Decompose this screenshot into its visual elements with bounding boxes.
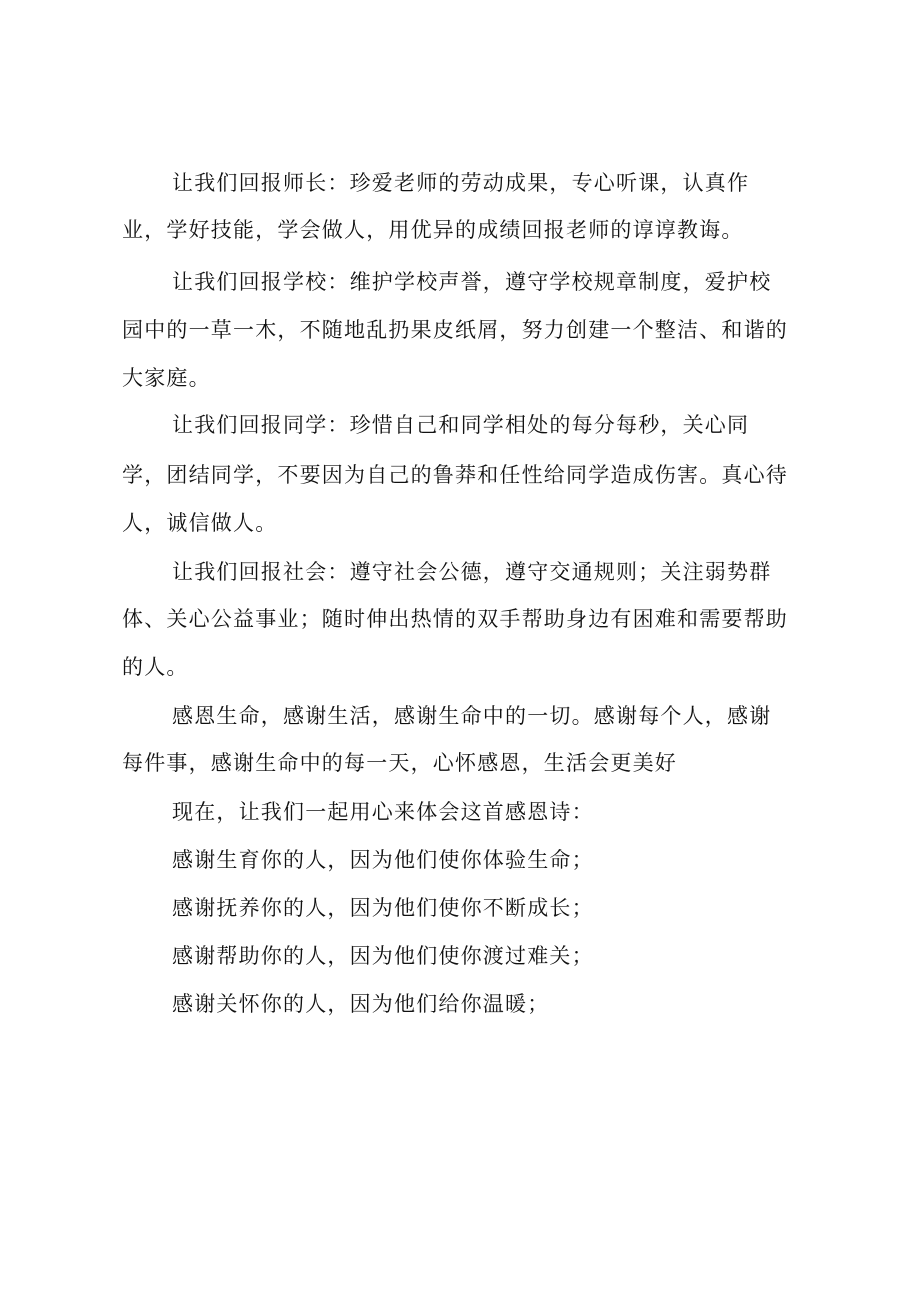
para-teachers-line-2: 业，学好技能，学会做人，用优异的成绩回报老师的谆谆教诲。 bbox=[122, 218, 744, 242]
poem-intro: 现在，让我们一起用心来体会这首感恩诗： bbox=[172, 800, 594, 824]
para-school-line-1: 让我们回报学校：维护学校声誉，遵守学校规章制度，爱护校 bbox=[172, 270, 772, 294]
para-classmates-line-2: 学，团结同学，不要因为自己的鲁莽和任性给同学造成伤害。真心待 bbox=[122, 463, 788, 487]
poem-line-4: 感谢关怀你的人，因为他们给你温暖； bbox=[172, 992, 550, 1016]
para-classmates-line-1: 让我们回报同学：珍惜自己和同学相处的每分每秒，关心同 bbox=[172, 413, 750, 437]
para-society-line-1: 让我们回报社会：遵守社会公德，遵守交通规则；关注弱势群 bbox=[172, 560, 772, 584]
poem-line-2: 感谢抚养你的人，因为他们使你不断成长； bbox=[172, 896, 594, 920]
para-gratitude-line-1: 感恩生命，感谢生活，感谢生命中的一切。感谢每个人，感谢 bbox=[172, 704, 772, 728]
para-school-line-2: 园中的一草一木，不随地乱扔果皮纸屑，努力创建一个整洁、和谐的 bbox=[122, 318, 788, 342]
para-gratitude-line-2: 每件事，感谢生命中的每一天，心怀感恩，生活会更美好 bbox=[122, 751, 677, 775]
poem-line-3: 感谢帮助你的人，因为他们使你渡过难关； bbox=[172, 944, 594, 968]
para-classmates-line-3: 人，诚信做人。 bbox=[122, 511, 278, 535]
para-society-line-2: 体、关心公益事业；随时伸出热情的双手帮助身边有困难和需要帮助 bbox=[122, 607, 788, 631]
poem-line-1: 感谢生育你的人，因为他们使你体验生命； bbox=[172, 848, 594, 872]
para-school-line-3: 大家庭。 bbox=[122, 366, 211, 390]
para-teachers-line-1: 让我们回报师长：珍爱老师的劳动成果，专心听课，认真作 bbox=[172, 171, 750, 195]
para-society-line-3: 的人。 bbox=[122, 655, 189, 679]
